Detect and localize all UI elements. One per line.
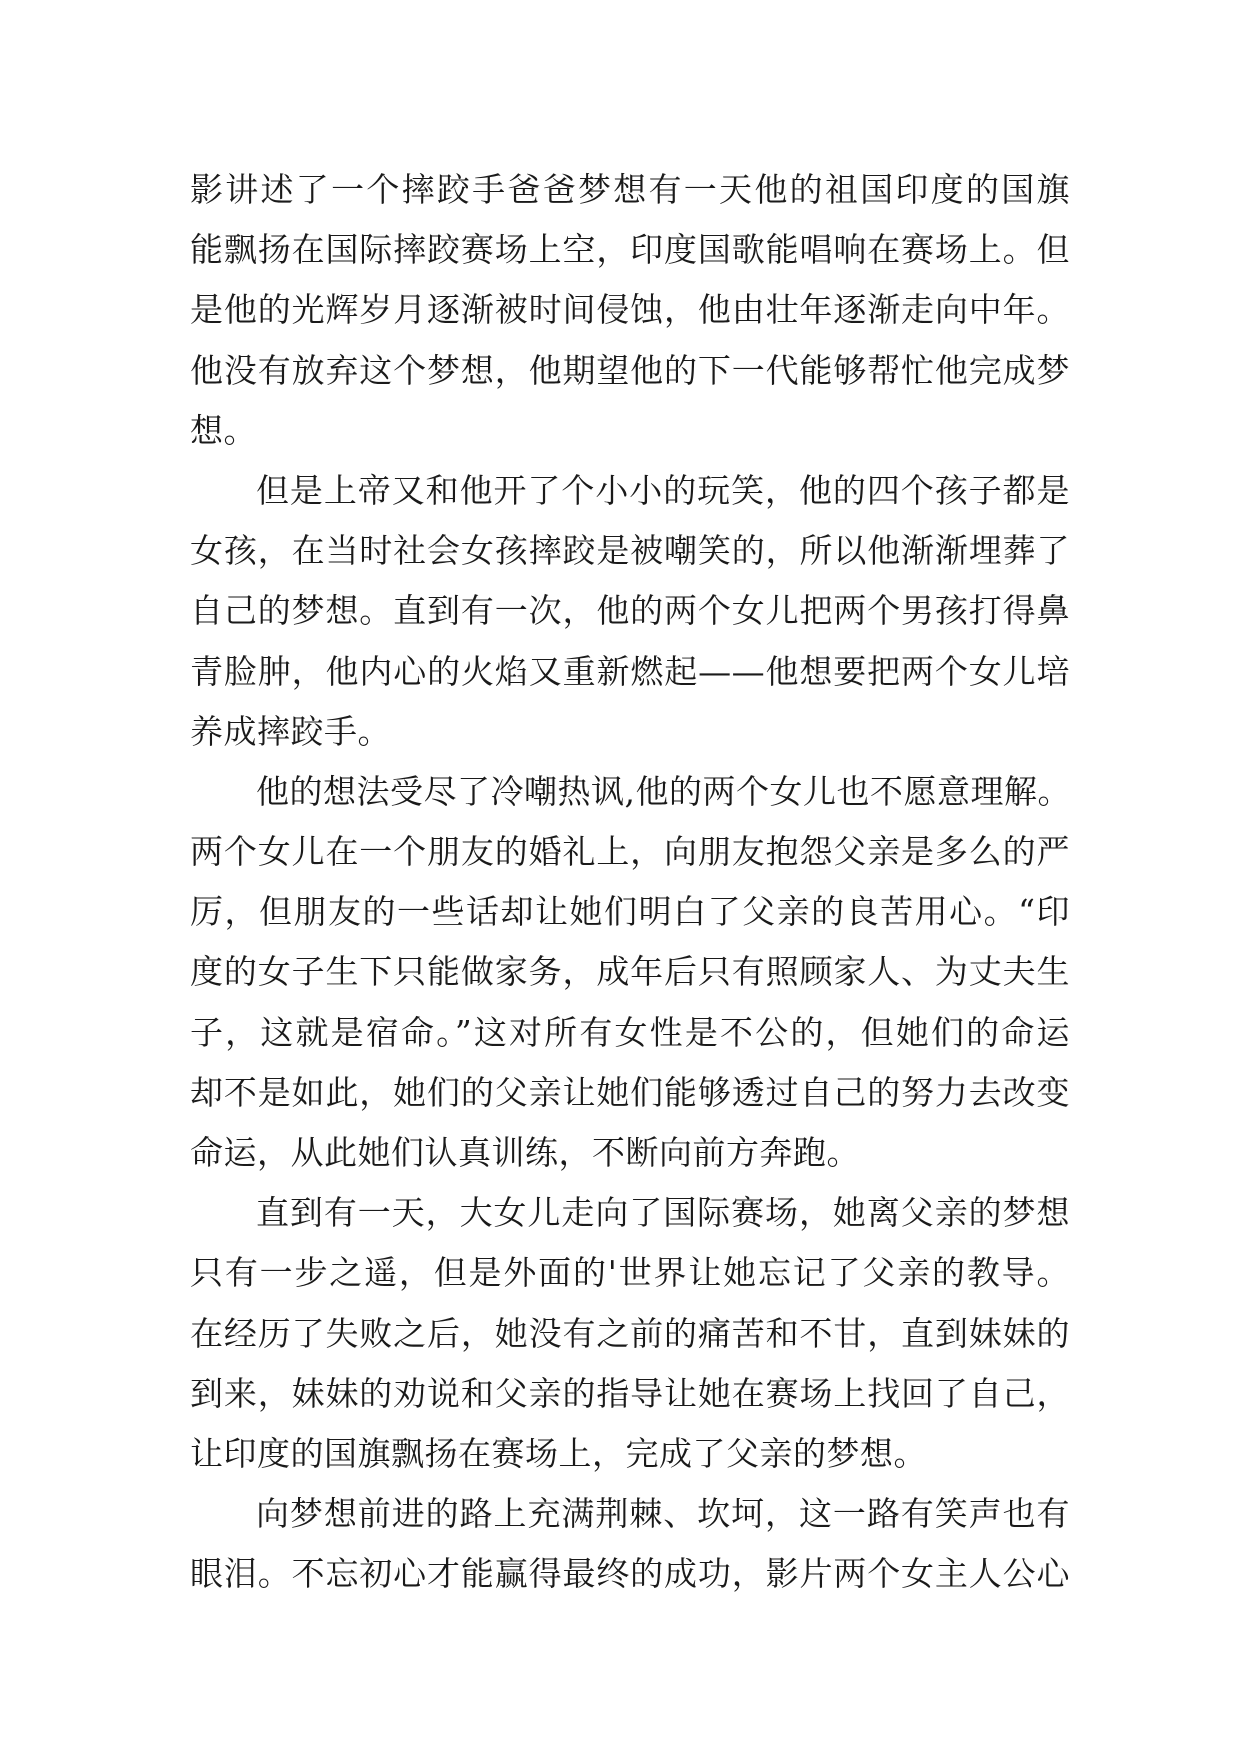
text-line: 两个女儿在一个朋友的婚礼上，向朋友抱怨父亲是多么的严 <box>190 832 1070 872</box>
text-line: 厉，但朋友的一些话却让她们明白了父亲的良苦用心。“印 <box>190 892 1070 932</box>
text-line: 却不是如此，她们的父亲让她们能够透过自己的努力去改变 <box>190 1072 1070 1112</box>
text-line: 女孩，在当时社会女孩摔跤是被嘲笑的，所以他渐渐埋葬了 <box>190 531 1070 571</box>
paragraph-first-line: 但是上帝又和他开了个小小的玩笑，他的四个孩子都是 <box>256 470 1070 510</box>
text-line: 影讲述了一个摔跤手爸爸梦想有一天他的祖国印度的国旗 <box>190 170 1070 209</box>
text-line: 在经历了失败之后，她没有之前的痛苦和不甘，直到妹妹的 <box>190 1313 1070 1353</box>
text-line: 他没有放弃这个梦想，他期望他的下一代能够帮忙他完成梦 <box>190 350 1070 390</box>
text-line: 养成摔跤手。 <box>190 711 391 751</box>
text-line: 能飘扬在国际摔跤赛场上空，印度国歌能唱响在赛场上。但 <box>190 230 1070 270</box>
text-line: 眼泪。不忘初心才能赢得最终的成功，影片两个女主人公心 <box>190 1554 1070 1594</box>
text-line: 青脸肿，他内心的火焰又重新燃起——他想要把两个女儿培 <box>190 651 1070 691</box>
body-text <box>190 160 1070 1605</box>
text-line: 只有一步之遥，但是外面的'世界让她忘记了父亲的教导。 <box>190 1253 1070 1293</box>
text-line: 让印度的国旗飘扬在赛场上，完成了父亲的梦想。 <box>190 1433 927 1473</box>
text-line: 是他的光辉岁月逐渐被时间侵蚀，他由壮年逐渐走向中年。 <box>190 290 1070 330</box>
text-line: 命运，从此她们认真训练，不断向前方奔跑。 <box>190 1133 860 1172</box>
paragraph-first-line: 直到有一天，大女儿走向了国际赛场，她离父亲的梦想 <box>256 1193 1070 1233</box>
text-line: 度的女子生下只能做家务，成年后只有照顾家人、为丈夫生 <box>190 952 1070 992</box>
paragraph-first-line: 向梦想前进的路上充满荆棘、坎坷，这一路有笑声也有 <box>256 1494 1070 1534</box>
text-line: 想。 <box>190 410 257 450</box>
paragraph-first-line: 他的想法受尽了冷嘲热讽,他的两个女儿也不愿意理解。 <box>256 771 1071 811</box>
text-line: 自己的梦想。直到有一次，他的两个女儿把两个男孩打得鼻 <box>190 591 1070 631</box>
text-line: 子，这就是宿命。”这对所有女性是不公的，但她们的命运 <box>190 1012 1070 1052</box>
text-line: 到来，妹妹的劝说和父亲的指导让她在赛场上找回了自己， <box>190 1373 1070 1413</box>
